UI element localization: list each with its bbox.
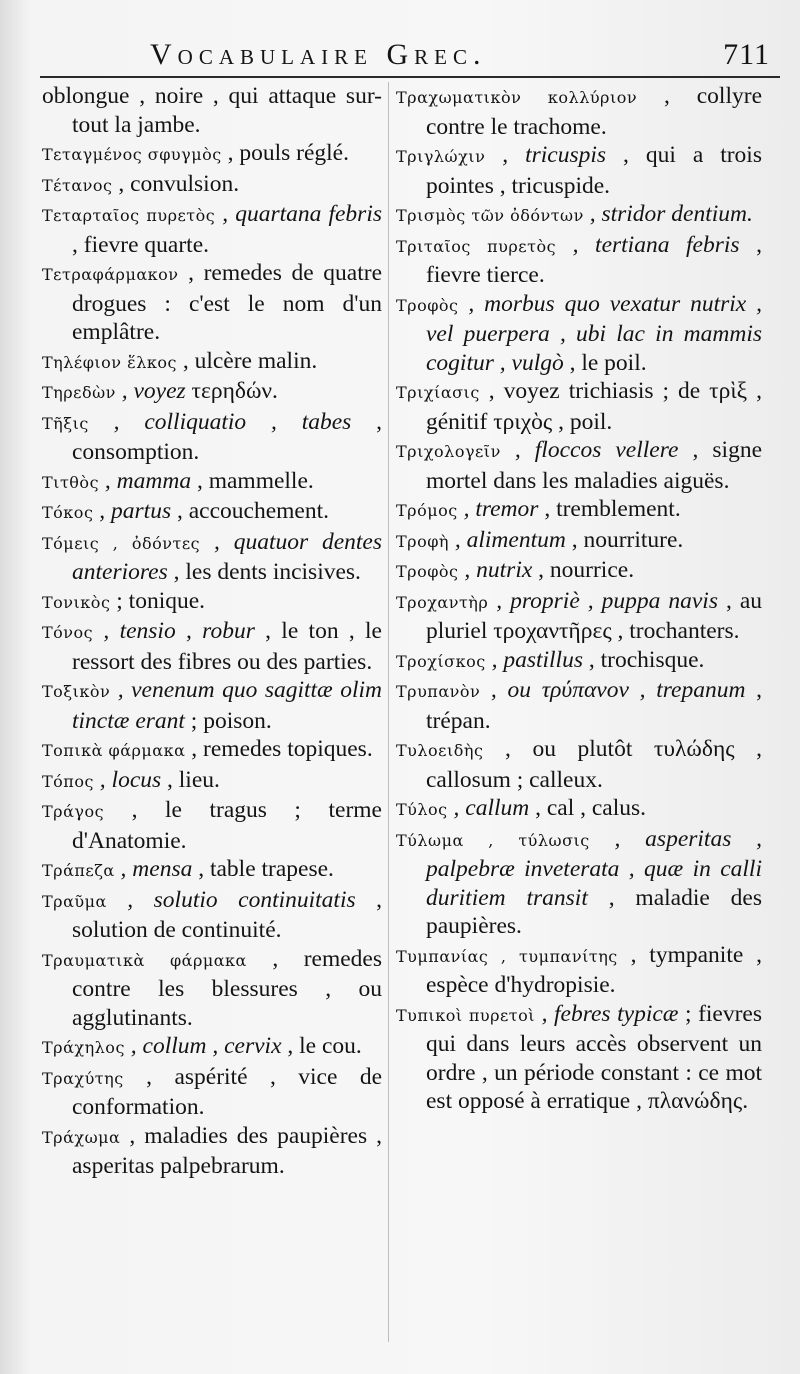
dictionary-entry bbox=[42, 855, 382, 886]
entry-definition: , accouchement. bbox=[171, 498, 329, 524]
dictionary-entry bbox=[396, 646, 762, 677]
dictionary-entry bbox=[396, 587, 762, 646]
dictionary-entry bbox=[42, 528, 382, 587]
entry-definition: , le ton , le ressort des fibres ou des parties. bbox=[72, 618, 382, 675]
dictionary-entry bbox=[396, 794, 762, 825]
dictionary-entry bbox=[396, 526, 762, 557]
entry-definition: oblongue , noire , qui attaque sur-tout la jambe. bbox=[42, 83, 382, 138]
header-rule bbox=[40, 76, 780, 78]
dictionary-entry bbox=[396, 82, 762, 141]
entry-headword: Τράχηλος bbox=[42, 1038, 125, 1057]
left-column bbox=[42, 82, 382, 1181]
page-number: 711 bbox=[723, 38, 770, 71]
entry-latin: , quatuor dentes anteriores bbox=[72, 528, 382, 585]
entry-definition: , maladie des paupières. bbox=[426, 884, 762, 939]
dictionary-entry bbox=[42, 170, 382, 201]
dictionary-entry bbox=[42, 139, 382, 170]
dictionary-entry bbox=[42, 347, 382, 378]
entry-definition: , qui a trois pointes , tricuspide. bbox=[426, 142, 762, 199]
entry-definition: , le tragus ; terme d'Anatomie. bbox=[72, 797, 382, 854]
entry-definition: , signe mortel dans les maladies aiguës. bbox=[426, 437, 762, 494]
entry-latin: , tricuspis bbox=[485, 142, 607, 168]
entry-headword: Τρυπανὸν bbox=[396, 682, 481, 701]
entry-headword: Τρισμὸς τῶν ὀδόντων bbox=[396, 206, 584, 225]
entry-headword: Τόκος bbox=[42, 503, 94, 522]
entry-latin: , colliquatio , tabes bbox=[88, 408, 352, 435]
entry-headword: Τριταῖος πυρετὸς bbox=[396, 236, 557, 256]
entry-latin: , floccos vellere bbox=[500, 437, 679, 463]
entry-headword: Τόπος bbox=[42, 771, 94, 791]
entry-headword: Τυπικοὶ πυρετοὶ bbox=[396, 1005, 536, 1025]
entry-definition: , convulsion. bbox=[112, 170, 240, 197]
entry-latin: , tensio , robur bbox=[93, 618, 255, 644]
entry-definition: ; tonique. bbox=[110, 587, 206, 614]
entry-headword: Τραυματικὰ φάρμακα bbox=[42, 950, 247, 970]
entry-definition: , tremblement. bbox=[538, 496, 681, 522]
entry-latin: , febres typicæ bbox=[535, 1000, 679, 1027]
running-title: Vocabulaire Grec. bbox=[150, 38, 487, 71]
entry-latin: , voyez bbox=[115, 378, 192, 404]
entry-definition: , remedes de quatre drogues : c'est le nom d'un emplâtre. bbox=[72, 260, 382, 345]
entry-definition: , au pluriel τροχαντῆρες , trochanters. bbox=[426, 587, 763, 644]
entry-definition: , cal , calus. bbox=[529, 795, 647, 821]
entry-latin: , alimentum bbox=[449, 526, 566, 553]
dictionary-entry bbox=[42, 676, 382, 735]
entry-headword: Τριγλώχιν bbox=[396, 147, 486, 166]
dictionary-entry bbox=[396, 200, 762, 231]
dictionary-entry bbox=[42, 82, 382, 139]
dictionary-entry bbox=[396, 495, 762, 526]
entry-headword: Τοξικὸν bbox=[42, 682, 111, 701]
entry-headword: Τράχωμα bbox=[42, 1127, 121, 1147]
entry-headword: Τιτθὸς bbox=[42, 472, 100, 492]
entry-headword: Τῆξις bbox=[42, 413, 89, 433]
entry-definition: , tympanite , espèce d'hydropisie. bbox=[426, 941, 762, 998]
entry-definition: , nourriture. bbox=[565, 526, 684, 553]
entry-definition: , nourrice. bbox=[532, 557, 635, 583]
dictionary-entry bbox=[42, 945, 382, 1033]
dictionary-entry bbox=[42, 735, 382, 766]
entry-latin: , propriè , puppa navis bbox=[488, 587, 718, 614]
entry-latin: , stridor dentium. bbox=[583, 201, 753, 227]
entry-headword: Τροφὸς bbox=[396, 562, 459, 581]
entry-headword: Τραχωματικὸν κολλύριον bbox=[396, 88, 638, 107]
entry-headword: Τροφὴ bbox=[396, 531, 449, 551]
entry-headword: Τυλοειδὴς bbox=[396, 741, 484, 760]
dictionary-entry bbox=[42, 259, 382, 347]
entry-headword: Τόμεις , ὀδόντες bbox=[42, 533, 201, 553]
entry-definition: , trochisque. bbox=[583, 646, 705, 673]
entry-headword: Τετραφάρμακον bbox=[42, 265, 179, 284]
dictionary-entry bbox=[42, 796, 382, 855]
entry-definition: , ulcère malin. bbox=[176, 347, 318, 374]
entry-headword: Τύλος bbox=[396, 800, 448, 819]
entry-headword: Τραῦμα bbox=[42, 891, 107, 911]
entry-definition: ; poison. bbox=[184, 707, 272, 734]
dictionary-entry bbox=[396, 556, 762, 587]
entry-latin: , nutrix bbox=[458, 557, 533, 583]
dictionary-entry bbox=[396, 941, 762, 1000]
entry-headword: Τριχολογεῖν bbox=[396, 442, 501, 461]
entry-definition: , solution de continuité. bbox=[72, 886, 383, 943]
entry-definition: , voyez trichiasis ; de τρὶξ , génitif τριχὸς , poil. bbox=[426, 378, 762, 435]
entry-headword: Τεταρταῖος πυρετὸς bbox=[42, 206, 216, 225]
entry-latin: , mamma bbox=[99, 467, 192, 494]
entry-definition: , ou plutôt τυλώδης , callosum ; calleux. bbox=[426, 736, 762, 793]
entry-headword: Τυμπανίας , τυμπανίτης bbox=[396, 946, 618, 966]
entry-definition: , maladies des paupières , asperitas palpebrarum. bbox=[72, 1122, 382, 1179]
dictionary-entry bbox=[396, 735, 762, 794]
entry-headword: Τόνος bbox=[42, 623, 94, 642]
entry-headword: Τριχίασις bbox=[396, 383, 480, 402]
entry-headword: Τροχίσκος bbox=[396, 651, 486, 671]
dictionary-entry bbox=[42, 1063, 382, 1122]
entry-latin: , tertiana febris bbox=[556, 231, 740, 258]
entry-definition: , lieu. bbox=[161, 766, 220, 793]
dictionary-entry bbox=[396, 436, 762, 495]
entry-headword: Τροχαντὴρ bbox=[396, 592, 489, 612]
entry-definition: , le cou. bbox=[281, 1033, 362, 1059]
dictionary-entry bbox=[42, 766, 382, 797]
entry-headword: Τράπεζα bbox=[42, 861, 115, 880]
dictionary-entry bbox=[396, 290, 762, 378]
entry-headword: Τηλέφιον ἕλκος bbox=[42, 352, 177, 372]
entry-definition: , remedes topiques. bbox=[185, 736, 373, 762]
dictionary-entry bbox=[396, 377, 762, 436]
entry-latin: , asperitas , palpebræ inveterata , quæ in calli duritiem transit bbox=[426, 825, 762, 911]
entry-definition: , fievre tierce. bbox=[426, 231, 763, 288]
entry-latin: , partus bbox=[93, 498, 172, 524]
dictionary-entry bbox=[42, 200, 382, 259]
dictionary-entry bbox=[396, 1000, 762, 1116]
entry-latin: , quartana febris bbox=[215, 201, 382, 227]
entry-latin: , callum bbox=[447, 795, 530, 821]
entry-definition: , le poil. bbox=[563, 349, 647, 376]
entry-latin: , pastillus bbox=[485, 646, 583, 673]
entry-latin: , morbus quo vexatur nutrix , vel puerpera , ubi lac in mammis cogitur , vulgò bbox=[426, 290, 762, 376]
dictionary-entry bbox=[42, 1032, 382, 1063]
entry-headword: Τονικὸς bbox=[42, 592, 111, 612]
entry-latin: , venenum quo sagittæ olim tinctæ erant bbox=[72, 677, 382, 734]
entry-latin: , tremor bbox=[457, 496, 539, 522]
page-header bbox=[150, 38, 770, 78]
entry-definition: , mammelle. bbox=[191, 467, 314, 494]
dictionary-entry bbox=[42, 408, 382, 467]
entry-definition: τερηδών. bbox=[191, 378, 278, 404]
dictionary-entry bbox=[42, 587, 382, 618]
dictionary-entry bbox=[396, 141, 762, 200]
entry-headword: Τεταγμένος σφυγμὸς bbox=[42, 145, 222, 164]
dictionary-entry bbox=[396, 676, 762, 735]
entry-definition: , remedes contre les blessures , ou agglutinants. bbox=[72, 945, 382, 1031]
entry-headword: Τοπικὰ φάρμακα bbox=[42, 741, 186, 760]
entry-headword: Τρόμος bbox=[396, 501, 458, 520]
dictionary-entry bbox=[42, 467, 382, 498]
entry-headword: Τράγος bbox=[42, 802, 105, 821]
entry-latin: , ou τρύπανον , trepanum bbox=[480, 677, 746, 703]
entry-latin: , locus bbox=[93, 766, 162, 793]
entry-latin: , mensa bbox=[114, 856, 193, 882]
entry-definition: , aspérité , vice de conformation. bbox=[72, 1063, 382, 1120]
entry-definition: , trépan. bbox=[426, 677, 763, 734]
right-column bbox=[396, 82, 762, 1116]
entry-headword: Τύλωμα , τύλωσις bbox=[396, 830, 590, 850]
dictionary-entry bbox=[42, 617, 382, 676]
dictionary-entry bbox=[396, 825, 762, 941]
column-divider bbox=[388, 82, 389, 1342]
entry-definition: , consomption. bbox=[72, 408, 382, 465]
entry-definition: , les dents incisives. bbox=[167, 559, 361, 585]
entry-headword: Τέτανος bbox=[42, 175, 113, 195]
entry-definition: , table trapese. bbox=[192, 856, 334, 882]
entry-headword: Τηρεδὼν bbox=[42, 383, 116, 402]
entry-headword: Τροφὸς bbox=[396, 295, 459, 315]
entry-definition: , collyre contre le trachome. bbox=[426, 83, 762, 140]
entry-definition: , pouls réglé. bbox=[221, 140, 349, 166]
dictionary-entry bbox=[42, 377, 382, 408]
dictionary-entry bbox=[42, 497, 382, 528]
entry-definition: , fievre quarte. bbox=[72, 231, 210, 258]
dictionary-entry bbox=[42, 1122, 382, 1181]
dictionary-entry bbox=[42, 886, 382, 945]
entry-latin: , collum , cervix bbox=[124, 1033, 282, 1059]
entry-headword: Τραχύτης bbox=[42, 1068, 124, 1088]
entry-latin: , solutio continuitatis bbox=[106, 886, 356, 913]
entry-definition: ; fievres qui dans leurs accès observent un ordre , un période constant : ce mot est opposé à erratique , πλανώδης. bbox=[426, 1000, 763, 1114]
dictionary-entry bbox=[396, 231, 762, 290]
